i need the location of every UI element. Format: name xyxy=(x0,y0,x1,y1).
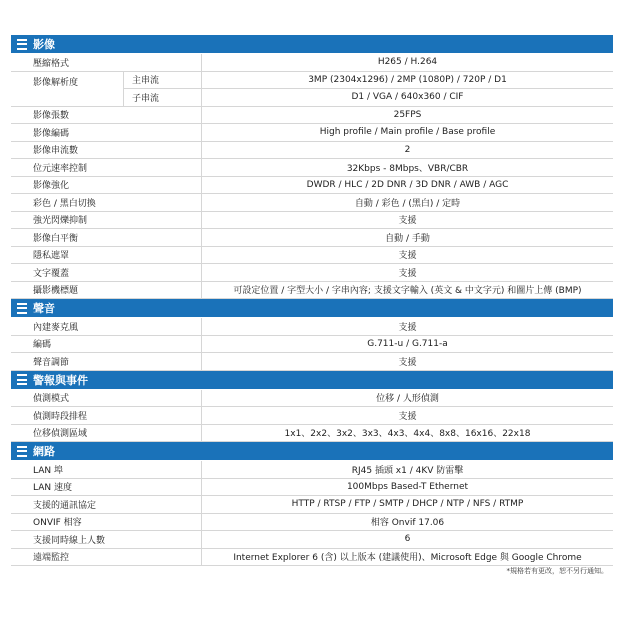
spec-row xyxy=(11,514,613,532)
spec-row xyxy=(11,54,613,72)
footnote: *規格若有更改，恕不另行通知。 xyxy=(506,567,608,575)
spec-value: 6 xyxy=(201,531,613,548)
spec-value: 1x1、2x2、3x2、3x3、4x3、4x4、8x8、16x16、22x18 xyxy=(201,425,613,442)
section-header xyxy=(11,299,613,317)
spec-row xyxy=(11,124,613,142)
spec-row xyxy=(11,318,613,336)
spec-row xyxy=(11,142,613,160)
spec-label: 支援同時線上人數 xyxy=(33,535,106,546)
spec-sublabel: 子串流 xyxy=(123,89,201,106)
spec-label: 偵測時段排程 xyxy=(33,411,88,422)
spec-label: 壓縮格式 xyxy=(33,58,70,69)
spec-value: 支援 xyxy=(201,212,613,229)
spec-label: 內建麥克風 xyxy=(33,322,79,333)
spec-label: 編碼 xyxy=(33,340,52,351)
spec-value: Internet Explorer 6 (含) 以上版本 (建議使用)、Microsoft Edge 與 Google Chrome xyxy=(201,549,613,566)
spec-value: 自動 / 手動 xyxy=(201,229,613,246)
spec-row xyxy=(11,72,613,107)
spec-value: 支援 xyxy=(201,353,613,370)
spec-label: 影像強化 xyxy=(33,181,70,192)
spec-value: 支援 xyxy=(201,247,613,264)
spec-row xyxy=(11,531,613,549)
spec-row xyxy=(11,177,613,195)
spec-label: 位元速率控制 xyxy=(33,163,88,174)
spec-row xyxy=(11,407,613,425)
spec-value: 3MP (2304x1296) / 2MP (1080P) / 720P / D1 xyxy=(201,72,613,89)
spec-label: 遠端監控 xyxy=(33,553,70,564)
spec-sheet xyxy=(11,35,613,566)
spec-value: 支援 xyxy=(201,318,613,335)
list-icon xyxy=(17,446,27,457)
spec-value: 32Kbps - 8Mbps、VBR/CBR xyxy=(201,159,613,176)
spec-label: 聲音調節 xyxy=(33,357,70,368)
spec-value: 2 xyxy=(201,142,613,159)
section-header xyxy=(11,442,613,460)
spec-value: 25FPS xyxy=(201,107,613,124)
spec-row xyxy=(11,496,613,514)
spec-value: 支援 xyxy=(201,407,613,424)
spec-row xyxy=(11,425,613,443)
spec-value: 100Mbps Based-T Ethernet xyxy=(201,479,613,496)
spec-label: 影像白平衡 xyxy=(33,233,79,244)
section-header xyxy=(11,371,613,389)
spec-value: 自動 / 彩色 / (黑白) / 定時 xyxy=(201,194,613,211)
spec-row xyxy=(11,479,613,497)
spec-subrows xyxy=(123,72,613,106)
spec-value: D1 / VGA / 640x360 / CIF xyxy=(201,89,613,106)
spec-label: 彩色 / 黑白切換 xyxy=(33,198,96,209)
spec-value: DWDR / HLC / 2D DNR / 3D DNR / AWB / AGC xyxy=(201,177,613,194)
spec-label: ONVIF 相容 xyxy=(33,518,82,529)
spec-label: 影像解析度 xyxy=(33,77,79,88)
spec-label: 文字覆蓋 xyxy=(33,268,70,279)
spec-value: 位移 / 人形偵測 xyxy=(201,390,613,407)
spec-sublabel: 主串流 xyxy=(123,72,201,89)
spec-row xyxy=(11,247,613,265)
spec-row xyxy=(11,229,613,247)
section-header xyxy=(11,35,613,53)
spec-row xyxy=(11,107,613,125)
spec-row xyxy=(11,353,613,371)
spec-label: LAN 埠 xyxy=(33,465,63,476)
spec-value: High profile / Main profile / Base profile xyxy=(201,124,613,141)
list-icon xyxy=(17,39,27,50)
spec-label: 支援的通訊協定 xyxy=(33,500,97,511)
spec-row xyxy=(11,336,613,354)
spec-value: RJ45 插頭 x1 / 4KV 防雷擊 xyxy=(201,461,613,478)
spec-value: 可設定位置 / 字型大小 / 字串內容; 支援文字輸入 (英文 & 中文字元) 和圖片上傳 (BMP) xyxy=(201,282,613,299)
spec-row xyxy=(11,461,613,479)
spec-subrow xyxy=(123,88,613,106)
section-title: 警報與事件 xyxy=(33,373,88,387)
spec-row xyxy=(11,549,613,567)
list-icon xyxy=(17,303,27,314)
spec-value: 支援 xyxy=(201,264,613,281)
spec-value: 相容 Onvif 17.06 xyxy=(201,514,613,531)
spec-value: G.711-u / G.711-a xyxy=(201,336,613,353)
section-title: 影像 xyxy=(33,38,55,51)
list-icon xyxy=(17,374,27,385)
spec-label: 影像張數 xyxy=(33,111,70,122)
spec-row xyxy=(11,390,613,408)
spec-label: 偵測模式 xyxy=(33,394,70,405)
spec-value: HTTP / RTSP / FTP / SMTP / DHCP / NTP / NFS / RTMP xyxy=(201,496,613,513)
section-title: 網路 xyxy=(33,445,55,458)
spec-row xyxy=(11,194,613,212)
spec-label: 強光閃爍抑制 xyxy=(33,216,88,227)
spec-row xyxy=(11,264,613,282)
spec-subrow xyxy=(123,72,613,89)
spec-label: 位移偵測區域 xyxy=(33,429,88,440)
spec-label: 隱私遮罩 xyxy=(33,251,70,262)
spec-label: 影像串流數 xyxy=(33,146,79,157)
spec-label: LAN 速度 xyxy=(33,483,72,494)
spec-label: 攝影機標題 xyxy=(33,286,79,297)
spec-row xyxy=(11,159,613,177)
section-title: 聲音 xyxy=(33,302,55,315)
spec-label: 影像編碼 xyxy=(33,128,70,139)
spec-row xyxy=(11,212,613,230)
spec-row xyxy=(11,282,613,300)
spec-value: H265 / H.264 xyxy=(201,54,613,71)
